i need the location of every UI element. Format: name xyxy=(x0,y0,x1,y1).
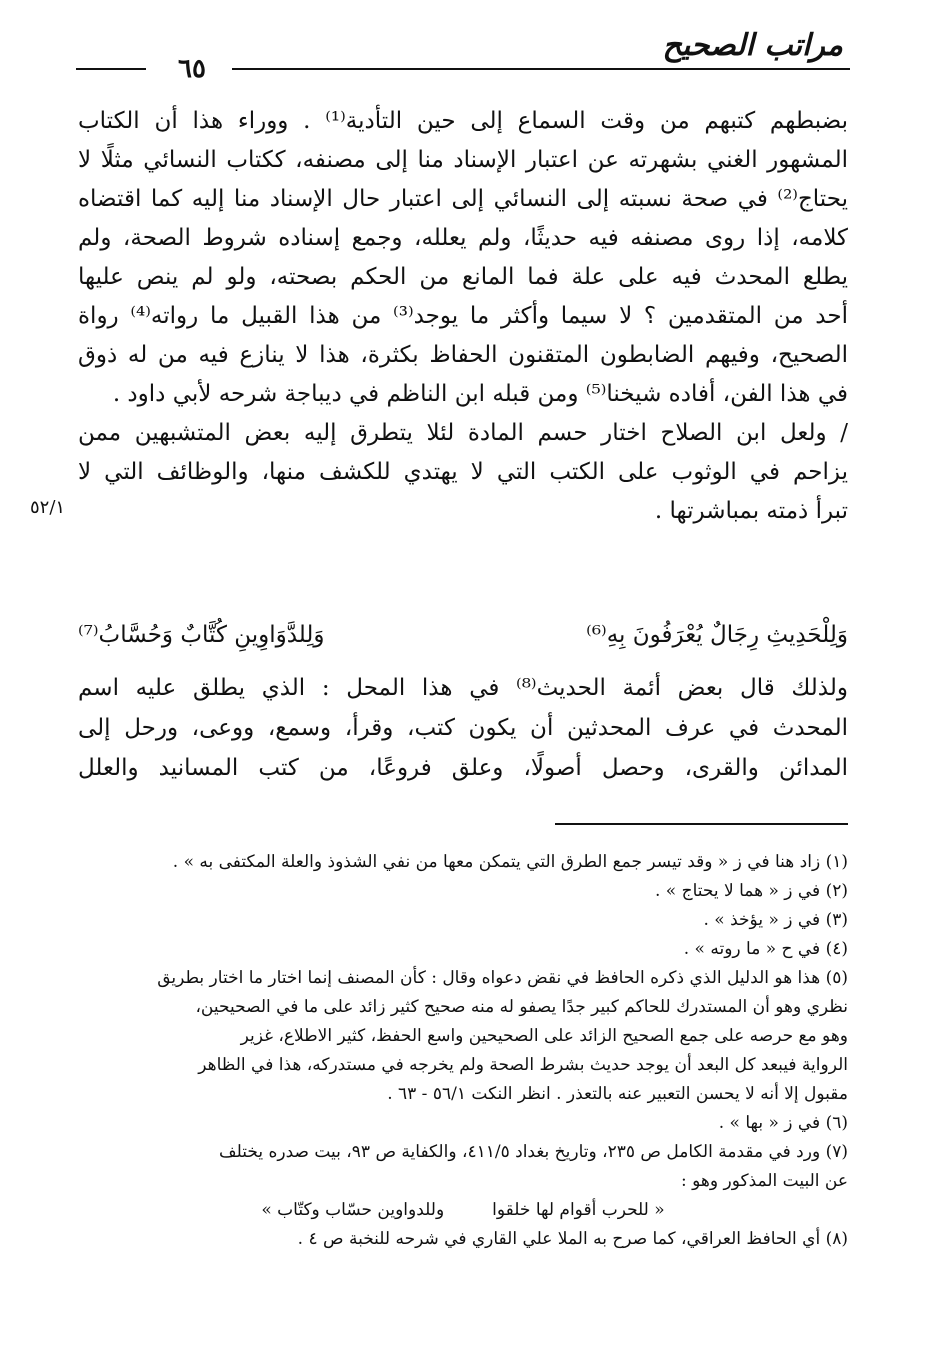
footnote-line: عن البيت المذكور وهو : xyxy=(681,1171,848,1191)
footnote-verse-second: وللدواوين حسّاب وكتّاب » xyxy=(261,1200,445,1220)
margin-reference: ٥٢/١ xyxy=(30,497,66,518)
main-text xyxy=(78,102,848,531)
text-line: المشهور الغني بشهرته عن اعتبار الإسناد منا إلى مصنفه، ككتاب النسائي مثلًا لا xyxy=(78,147,848,173)
verse-first-hemistich: وَلِلْحَدِيثِ رِجَالٌ يُعْرَفُونَ بِهِ⁽⁶⁾ xyxy=(586,622,848,648)
footnote-verse-first: « للحرب أقوام لها خلقوا xyxy=(492,1200,665,1220)
footnote-line: (١) زاد هنا في ز « وقد تيسر جمع الطرق التي يتمكن معها من نفي الشذوذ والعلة المكتفى به » . xyxy=(172,852,848,872)
footnotes xyxy=(78,848,848,1254)
verse-second-hemistich: وَلِلدَّوَاوِينِ كُتَّابٌ وَحُسَّابُ⁽⁷⁾ xyxy=(78,622,325,648)
footnote-line: الرواية فيبعد كل البعد أن يوجد حديث بشرط الصحة ولم يخرجه في مستدركه، هذا في الظاهر xyxy=(198,1055,848,1075)
footnote-line: (٦) في ز « بها » . xyxy=(718,1113,848,1133)
footnote-line: وهو مع حرصه على جمع الصحيح الزائد على الصحيحين واسع الحفظ، كثير الاطلاع، غزير xyxy=(240,1026,848,1046)
header-rule xyxy=(232,68,850,70)
footnote-line: (٥) هذا هو الدليل الذي ذكره الحافظ في نقض دعواه وقال : كأن المصنف إنما اختار ما اختار بطريق xyxy=(157,968,848,988)
text-line: كلامه، إذا روى مصنفه فيه حديثًا، ولم يعلله، وجمع إسناده شروط الصحة، ولم xyxy=(78,225,848,251)
text-line: أحد من المتقدمين ؟ لا سيما وأكثر ما يوجد⁽³⁾ من هذا القبيل ما رواته⁽⁴⁾ رواة xyxy=(78,303,848,329)
text-line: يحتاج⁽²⁾ في صحة نسبته إلى النسائي إلى اعتبار حال الإسناد منا إليه كما اقتضاه xyxy=(78,186,848,212)
footnote-line: (٢) في ز « هما لا يحتاج » . xyxy=(654,881,848,901)
footnote-line: نظري وهو أن المستدرك للحاكم كبير جدًا يصفو له منه صحيح كثير زائد على ما في الصحيحين، xyxy=(195,997,848,1017)
poetry-verse xyxy=(78,622,848,648)
footnote-separator xyxy=(555,823,848,825)
footnote-line: (٣) في ز « يؤخذ » . xyxy=(703,910,848,930)
text-line: تبرأ ذمته بمباشرتها . xyxy=(654,498,848,524)
text-line: بضبطهم كتبهم من وقت السماع إلى حين التأدية⁽¹⁾ . ووراء هذا أن الكتاب xyxy=(78,108,848,134)
text-line: يزاحم في الوثوب على الكتب التي لا يهتدي للكشف منها، والوظائف التي لا xyxy=(78,459,848,485)
text-line: المحدث في عرف المحدثين أن يكون كتب، وقرأ، وسمع، ووعى، ورحل إلى xyxy=(78,715,848,741)
main-text-continued xyxy=(78,668,848,788)
page-number: ٦٥ xyxy=(178,54,206,84)
footnote-line: مقبول إلا أنه لا يحسن التعبير عنه بالتعذر . انظر النكت ٥٦/١ - ٦٣ . xyxy=(387,1084,848,1104)
footnote-line: (٧) ورد في مقدمة الكامل ص ٢٣٥، وتاريخ بغداد ٤١١/٥، والكفاية ص ٩٣، بيت صدره يختلف xyxy=(219,1142,848,1162)
text-line: / ولعل ابن الصلاح اختار حسم المادة لئلا يتطرق إليه بعض المتشبهين ممن xyxy=(78,420,848,446)
footnote-line: (٤) في ح « ما روته » . xyxy=(683,939,848,959)
text-line: يطلع المحدث فيه على علة فما المانع من الحكم بصحته، ولو لم ينص عليها xyxy=(78,264,848,290)
text-line: المدائن والقرى، وحصل أصولًا، وعلق فروعًا، من كتب المسانيد والعلل xyxy=(78,755,848,781)
text-line: الصحيح، وفيهم الضابطون المتقنون الحفاظ بكثرة، هذا لا ينازع فيه من له ذوق xyxy=(78,342,848,368)
footnote-verse xyxy=(78,1196,848,1225)
footnote-line: (٨) أي الحافظ العراقي، كما صرح به الملا علي القاري في شرحه للنخبة ص ٤ . xyxy=(297,1229,848,1249)
header-rule-short xyxy=(76,68,146,70)
text-line: ولذلك قال بعض أئمة الحديث⁽⁸⁾ في هذا المحل : الذي يطلق عليه اسم xyxy=(78,675,848,701)
text-line: في هذا الفن، أفاده شيخنا⁽⁵⁾ ومن قبله ابن الناظم في ديباجة شرحه لأبي داود . xyxy=(112,381,848,407)
running-title: مراتب الصحيح xyxy=(662,28,843,63)
